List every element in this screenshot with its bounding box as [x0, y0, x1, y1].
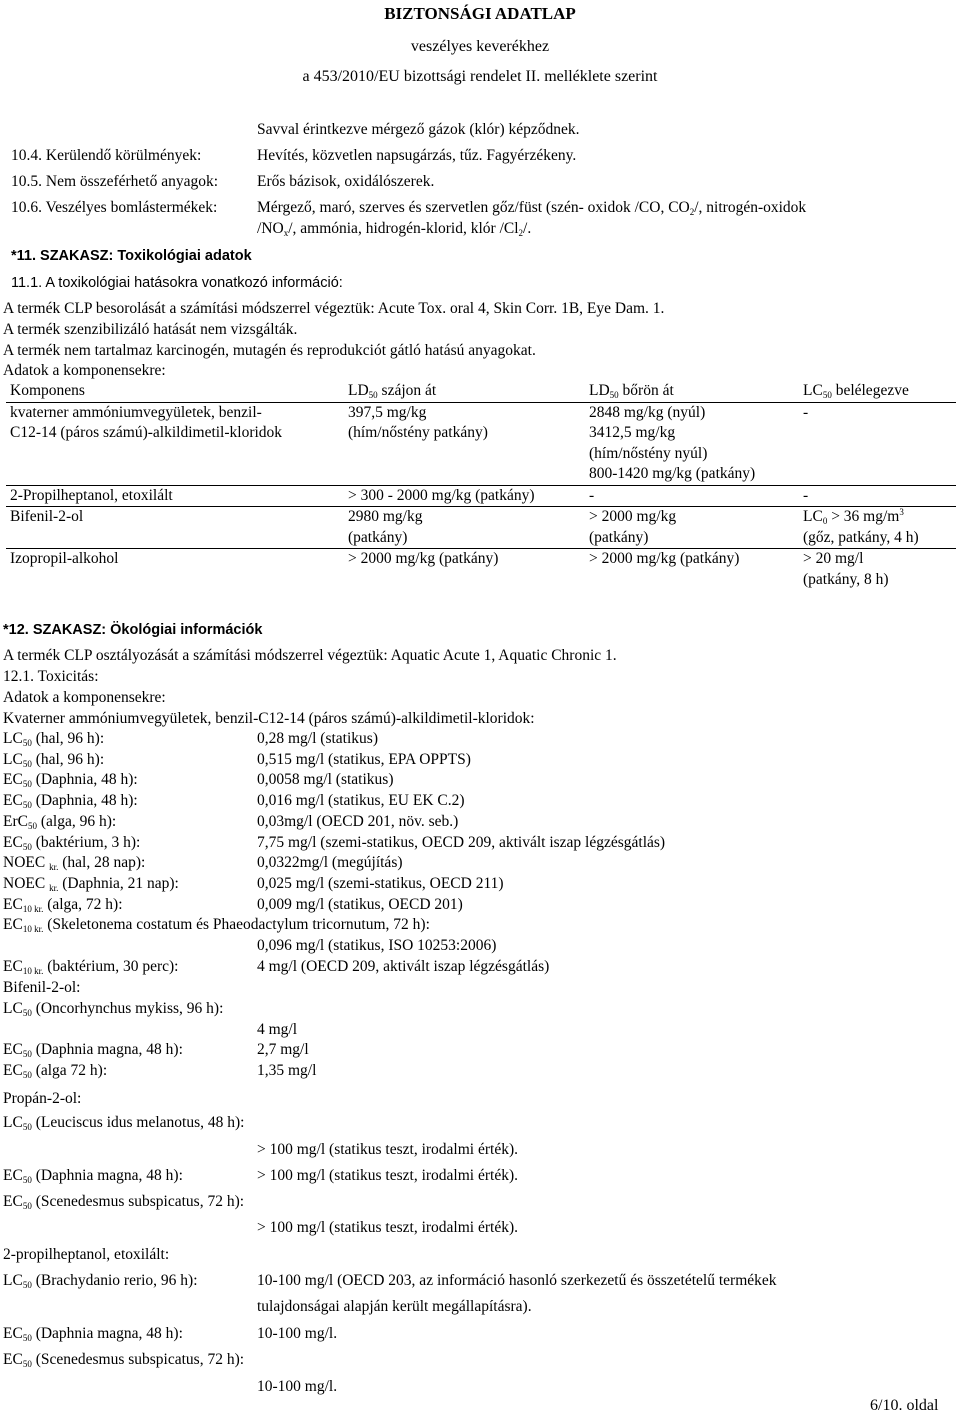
acid-contact-note: Savval érintkezve mérgező gázok (klór) képződnek. — [257, 121, 580, 138]
pp-dm-value: 10-100 mg/l. — [257, 1325, 338, 1342]
table-row: Izopropil-alkohol > 2000 mg/kg (patkány) > 2000 mg/kg (patkány) > 20 mg/l (patkány, 8 h) — [6, 549, 956, 591]
brach-value-line1: 10-100 mg/l (OECD 203, az információ hasonló szerkezetű és összetételű termékek — [257, 1272, 777, 1289]
bif-dm-label: $EC_{50}$ (Daphnia magna, 48 h): — [3, 1041, 183, 1059]
s10-5-label: 10.5. Nem összeférhető anyagok: — [11, 173, 219, 190]
regulation-line: a 453/2010/EU bizottsági rendelet II. melléklete szerint — [302, 68, 658, 85]
leu-value: > 100 mg/l (statikus teszt, irodalmi érték). — [257, 1141, 518, 1158]
brach-value-line2: tulajdonságai alapján került megállapításra). — [257, 1298, 532, 1315]
table-row: kvaterner ammóniumvegyületek, benzil- C12-14 (páros számú)-alkildimetil-kloridok 397,5 mg/kg (hím/nőstény patkány) 2848 mg/kg (nyúl) 3412,5 mg/kg (hím/nőstény nyúl) 800-1420 mg/kg (patkány) - — [10, 403, 809, 482]
col-header-komponens: Komponens — [6, 381, 344, 402]
quat-tox-value: 0,03mg/l (OECD 201, növ. seb.) — [257, 813, 459, 830]
quat-tox-label: NOEC $_{kr.}$ (hal, 28 nap): — [3, 854, 146, 872]
toxicology-table — [6, 381, 956, 590]
section-11-1-heading: 11.1. A toxikológiai hatásokra vonatkozó információ: — [11, 275, 343, 291]
quat-tox-value: 0,009 mg/l (statikus, OECD 201) — [257, 896, 463, 913]
table-row: 2-Propilheptanol, etoxilált > 300 - 2000 mg/kg (patkány) - - — [6, 485, 956, 507]
pr-dm-value: > 100 mg/l (statikus teszt, irodalmi érték). — [257, 1167, 518, 1184]
s10-5-value: Erős bázisok, oxidálószerek. — [257, 173, 435, 190]
quat-tox-label: $EC_{50}$ (Daphnia, 48 h): — [3, 792, 138, 810]
section-12-heading: *12. SZAKASZ: Ökológiai információk — [3, 622, 263, 638]
page-number: 6/10. oldal — [870, 1397, 939, 1414]
col-header-ld-dermal: $LD_{50}$ bőrön át — [585, 381, 799, 402]
s12-clp-line: A termék CLP osztályozását a számítási módszerrel végeztük: Aquatic Acute 1, Aquatic Chronic 1. — [3, 647, 617, 664]
s12-tox-label: 12.1. Toxicitás: — [3, 668, 99, 685]
section-11-heading: *11. SZAKASZ: Toxikológiai adatok — [11, 248, 252, 264]
onc-value: 4 mg/l — [257, 1021, 298, 1038]
quat-tox-value: 0,0322mg/l (megújítás) — [257, 854, 403, 871]
s11-comp-label: Adatok a komponensekre: — [3, 362, 166, 379]
s10-4-label: 10.4. Kerülendő körülmények: — [11, 147, 202, 164]
s12-comp-label: Adatok a komponensekre: — [3, 689, 166, 706]
leu-label: $LC_{50}$ (Leuciscus idus melanotus, 48 h): — [3, 1114, 245, 1132]
onc-label: $LC_{50}$ (Oncorhynchus mykiss, 96 h): — [3, 1000, 224, 1018]
quat-tox-label: NOEC $_{kr.}$ (Daphnia, 21 nap): — [3, 875, 179, 893]
s11-clp-line: A termék CLP besorolását a számítási módszerrel végeztük: Acute Tox. oral 4, Skin Corr. 1B, Eye Dam. 1. — [3, 300, 665, 317]
bif-alg-label: $EC_{50}$ (alga 72 h): — [3, 1062, 108, 1080]
pr-dm-label: $EC_{50}$ (Daphnia magna, 48 h): — [3, 1167, 183, 1185]
table-header-row — [6, 381, 956, 402]
document-title: BIZTONSÁGI ADATLAP — [384, 4, 576, 23]
skel-label: $EC_{10 kr.}$ (Skeletonema costatum és Phaeodactylum tricornutum, 72 h): — [3, 916, 430, 934]
s11-carc-line: A termék nem tartalmaz karcinogén, mutagén és reprodukciót gátló hatású anyagokat. — [3, 342, 536, 359]
quat-tox-value: 0,28 mg/l (statikus) — [257, 730, 378, 747]
bact-value: 4 mg/l (OECD 209, aktivált iszap légzésgátlás) — [257, 958, 550, 975]
quat-tox-value: 0,0058 mg/l (statikus) — [257, 771, 394, 788]
quat-tox-label: $EC_{10 kr.}$ (alga, 72 h): — [3, 896, 123, 914]
quat-tox-label: $LC_{50}$ (hal, 96 h): — [3, 730, 105, 748]
brach-label: $LC_{50}$ (Brachydanio rerio, 96 h): — [3, 1272, 198, 1290]
s11-sens-line: A termék szenzibilizáló hatását nem vizsgálták. — [3, 321, 298, 338]
bact-label: $EC_{10 kr.}$ (baktérium, 30 perc): — [3, 958, 179, 976]
quat-tox-label: ErC$_{50}$ (alga, 96 h): — [3, 813, 117, 831]
bifenil-label: Bifenil-2-ol: — [3, 979, 81, 996]
col-header-ld-oral: $LD_{50}$ szájon át — [344, 381, 585, 402]
scen-label: $EC_{50}$ (Scenedesmus subspicatus, 72 h): — [3, 1193, 245, 1211]
quat-tox-label: $EC_{50}$ (baktérium, 3 h): — [3, 834, 141, 852]
quat-label: Kvaterner ammóniumvegyületek, benzil-C12-14 (páros számú)-alkildimetil-kloridok: — [3, 710, 535, 727]
propan-label: Propán-2-ol: — [3, 1090, 82, 1107]
document-subtitle: veszélyes keverékhez — [410, 38, 550, 55]
bif-alg-value: 1,35 mg/l — [257, 1062, 317, 1079]
quat-tox-label: $LC_{50}$ (hal, 96 h): — [3, 751, 105, 769]
pp-scen-value: 10-100 mg/l. — [257, 1378, 338, 1395]
s10-6-value-line2: $/NO_x/$, ammónia, hidrogén-klorid, klór $/Cl_2/$. — [257, 220, 532, 238]
quat-tox-value: 0,016 mg/l (statikus, EU EK C.2) — [257, 792, 465, 809]
s10-6-label: 10.6. Veszélyes bomlástermékek: — [11, 199, 218, 216]
s10-4-value: Hevítés, közvetlen napsugárzás, tűz. Fagyérzékeny. — [257, 147, 577, 164]
scen-value: > 100 mg/l (statikus teszt, irodalmi érték). — [257, 1219, 518, 1236]
quat-tox-label: $EC_{50}$ (Daphnia, 48 h): — [3, 771, 138, 789]
pp-scen-label: $EC_{50}$ (Scenedesmus subspicatus, 72 h): — [3, 1351, 245, 1369]
s10-6-value-line1: Mérgező, maró, szerves és szervetlen gőz/füst (szén- oxidok /CO, $CO_2/$, nitrogén-oxidok — [257, 199, 807, 217]
prop-label: 2-propilheptanol, etoxilált: — [3, 1246, 170, 1263]
quat-tox-value: 7,75 mg/l (szemi-statikus, OECD 209, aktivált iszap légzésgátlás) — [257, 834, 666, 851]
col-header-lc-inhal: $LC_{50}$ belélegezve — [799, 381, 956, 402]
table-row: Bifenil-2-ol 2980 mg/kg (patkány) > 2000 mg/kg (patkány) $LC_0 > 36$ $mg/m^3$ (gőz, patkány, 4 h) — [6, 507, 956, 549]
bif-dm-value: 2,7 mg/l — [257, 1041, 309, 1058]
quat-tox-value: 0,515 mg/l (statikus, EPA OPPTS) — [257, 751, 471, 768]
pp-dm-label: $EC_{50}$ (Daphnia magna, 48 h): — [3, 1325, 183, 1343]
quat-tox-value: 0,025 mg/l (szemi-statikus, OECD 211) — [257, 875, 504, 892]
skel-value: 0,096 mg/l (statikus, ISO 10253:2006) — [257, 937, 497, 954]
